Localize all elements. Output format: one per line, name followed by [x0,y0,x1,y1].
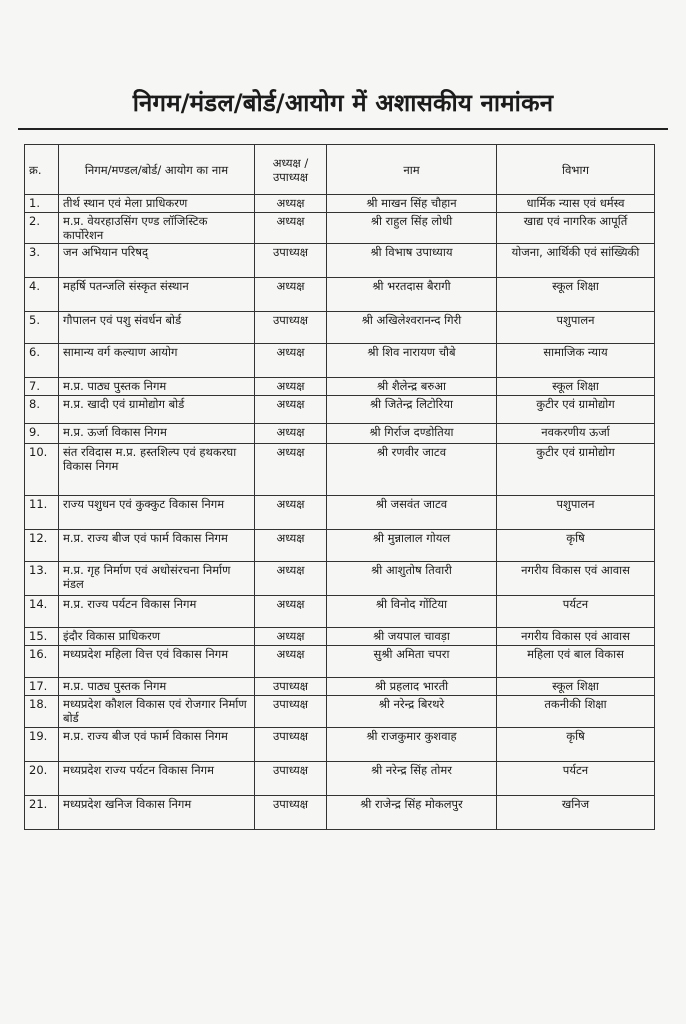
row-name: श्री नरेन्द्र सिंह तोमर [327,762,497,796]
row-department: नगरीय विकास एवं आवास [497,562,655,596]
row-name: श्री जयपाल चावड़ा [327,628,497,646]
row-role: उपाध्यक्ष [255,678,327,696]
row-name: श्री भरतदास बैरागी [327,278,497,312]
table-row [25,424,655,444]
row-department: स्कूल शिक्षा [497,678,655,696]
table-row [25,344,655,378]
row-role: अध्यक्ष [255,424,327,444]
row-name: श्री गिर्राज दण्डोतिया [327,424,497,444]
row-serial: 5. [25,312,59,344]
row-organization: म.प्र. पाठ्य पुस्तक निगम [59,678,255,696]
table-row [25,696,655,728]
row-serial: 18. [25,696,59,728]
row-serial: 19. [25,728,59,762]
row-serial: 16. [25,646,59,678]
row-role: अध्यक्ष [255,396,327,424]
row-serial: 21. [25,796,59,830]
row-serial: 2. [25,213,59,244]
row-organization: म.प्र. राज्य बीज एवं फार्म विकास निगम [59,530,255,562]
row-role: उपाध्यक्ष [255,762,327,796]
row-name: श्री रणवीर जाटव [327,444,497,496]
row-organization: सामान्य वर्ग कल्याण आयोग [59,344,255,378]
row-role: अध्यक्ष [255,562,327,596]
row-organization: जन अभियान परिषद् [59,244,255,278]
table-row [25,628,655,646]
table-row [25,762,655,796]
row-name: श्री राजकुमार कुशवाह [327,728,497,762]
row-name: श्री अखिलेश्वरानन्द गिरी [327,312,497,344]
row-organization: गौपालन एवं पशु संवर्धन बोर्ड [59,312,255,344]
table-row [25,444,655,496]
row-serial: 17. [25,678,59,696]
row-role: उपाध्यक्ष [255,312,327,344]
row-role: उपाध्यक्ष [255,796,327,830]
row-name: श्री विभाष उपाध्याय [327,244,497,278]
row-serial: 14. [25,596,59,628]
row-department: कुटीर एवं ग्रामोद्योग [497,396,655,424]
row-organization: म.प्र. ऊर्जा विकास निगम [59,424,255,444]
row-name: श्री नरेन्द्र बिरथरे [327,696,497,728]
row-name: श्री प्रहलाद भारती [327,678,497,696]
row-serial: 10. [25,444,59,496]
row-department: खनिज [497,796,655,830]
row-organization: राज्य पशुधन एवं कुक्कुट विकास निगम [59,496,255,530]
row-serial: 15. [25,628,59,646]
row-organization: म.प्र. गृह निर्माण एवं अधोसंरचना निर्माण मंडल [59,562,255,596]
row-serial: 12. [25,530,59,562]
row-organization: म.प्र. राज्य पर्यटन विकास निगम [59,596,255,628]
row-department: स्कूल शिक्षा [497,378,655,396]
row-organization: मध्यप्रदेश राज्य पर्यटन विकास निगम [59,762,255,796]
row-role: अध्यक्ष [255,378,327,396]
row-name: श्री राहुल सिंह लोधी [327,213,497,244]
row-organization: तीर्थ स्थान एवं मेला प्राधिकरण [59,195,255,213]
row-role: अध्यक्ष [255,646,327,678]
row-department: नवकरणीय ऊर्जा [497,424,655,444]
row-organization: म.प्र. राज्य बीज एवं फार्म विकास निगम [59,728,255,762]
table-row [25,646,655,678]
row-department: धार्मिक न्यास एवं धर्मस्व [497,195,655,213]
row-serial: 1. [25,195,59,213]
table-row [25,195,655,213]
row-name: श्री शिव नारायण चौबे [327,344,497,378]
row-name: सुश्री अमिता चपरा [327,646,497,678]
row-organization: म.प्र. वेयरहाउसिंग एण्ड लॉजिस्टिक कार्पोरेशन [59,213,255,244]
row-serial: 9. [25,424,59,444]
row-department: कुटीर एवं ग्रामोद्योग [497,444,655,496]
row-department: पशुपालन [497,312,655,344]
row-department: पर्यटन [497,596,655,628]
row-serial: 6. [25,344,59,378]
row-organization: म.प्र. पाठ्य पुस्तक निगम [59,378,255,396]
row-department: तकनीकी शिक्षा [497,696,655,728]
table-row [25,278,655,312]
row-serial: 8. [25,396,59,424]
header-serial: क्र. [25,145,59,195]
row-serial: 11. [25,496,59,530]
row-department: नगरीय विकास एवं आवास [497,628,655,646]
header-name: नाम [327,145,497,195]
row-name: श्री विनोद गोंटिया [327,596,497,628]
row-department: पर्यटन [497,762,655,796]
row-department: सामाजिक न्याय [497,344,655,378]
table-row [25,396,655,424]
row-name: श्री आशुतोष तिवारी [327,562,497,596]
row-department: कृषि [497,728,655,762]
row-role: उपाध्यक्ष [255,696,327,728]
table-row [25,562,655,596]
row-organization: मध्यप्रदेश कौशल विकास एवं रोजगार निर्माण बोर्ड [59,696,255,728]
row-role: अध्यक्ष [255,496,327,530]
row-organization: महर्षि पतन्जलि संस्कृत संस्थान [59,278,255,312]
row-role: अध्यक्ष [255,628,327,646]
header-role: अध्यक्ष / उपाध्यक्ष [255,145,327,195]
row-role: अध्यक्ष [255,530,327,562]
row-department: स्कूल शिक्षा [497,278,655,312]
document-title: निगम/मंडल/बोर्ड/आयोग में अशासकीय नामांकन [132,89,554,117]
table-header-row [25,145,655,195]
row-department: योजना, आर्थिकी एवं सांख्यिकी [497,244,655,278]
row-role: उपाध्यक्ष [255,244,327,278]
table-row [25,678,655,696]
row-name: श्री मुन्नालाल गोयल [327,530,497,562]
row-organization: मध्यप्रदेश महिला वित्त एवं विकास निगम [59,646,255,678]
row-organization: संत रविदास म.प्र. हस्तशिल्प एवं हथकरघा विकास निगम [59,444,255,496]
table-row [25,378,655,396]
row-role: अध्यक्ष [255,596,327,628]
row-department: महिला एवं बाल विकास [497,646,655,678]
table-row [25,596,655,628]
row-name: श्री शैलेन्द्र बरुआ [327,378,497,396]
row-department: खाद्य एवं नागरिक आपूर्ति [497,213,655,244]
table-row [25,496,655,530]
title-underline [18,128,668,130]
table-row [25,530,655,562]
row-role: अध्यक्ष [255,213,327,244]
row-role: अध्यक्ष [255,444,327,496]
row-organization: इंदौर विकास प्राधिकरण [59,628,255,646]
row-role: उपाध्यक्ष [255,728,327,762]
row-organization: मध्यप्रदेश खनिज विकास निगम [59,796,255,830]
header-department: विभाग [497,145,655,195]
table-row [25,796,655,830]
row-serial: 13. [25,562,59,596]
header-organization: निगम/मण्डल/बोर्ड/ आयोग का नाम [59,145,255,195]
row-serial: 20. [25,762,59,796]
row-name: श्री राजेन्द्र सिंह मोकलपुर [327,796,497,830]
table-row [25,244,655,278]
row-name: श्री माखन सिंह चौहान [327,195,497,213]
table-row [25,312,655,344]
table-row [25,728,655,762]
row-name: श्री जितेन्द्र लिटोरिया [327,396,497,424]
nominations-table [24,144,655,830]
row-serial: 4. [25,278,59,312]
row-role: अध्यक्ष [255,195,327,213]
row-serial: 7. [25,378,59,396]
row-department: कृषि [497,530,655,562]
row-role: अध्यक्ष [255,344,327,378]
row-role: अध्यक्ष [255,278,327,312]
row-department: पशुपालन [497,496,655,530]
row-organization: म.प्र. खादी एवं ग्रामोद्योग बोर्ड [59,396,255,424]
table-row [25,213,655,244]
row-name: श्री जसवंत जाटव [327,496,497,530]
row-serial: 3. [25,244,59,278]
